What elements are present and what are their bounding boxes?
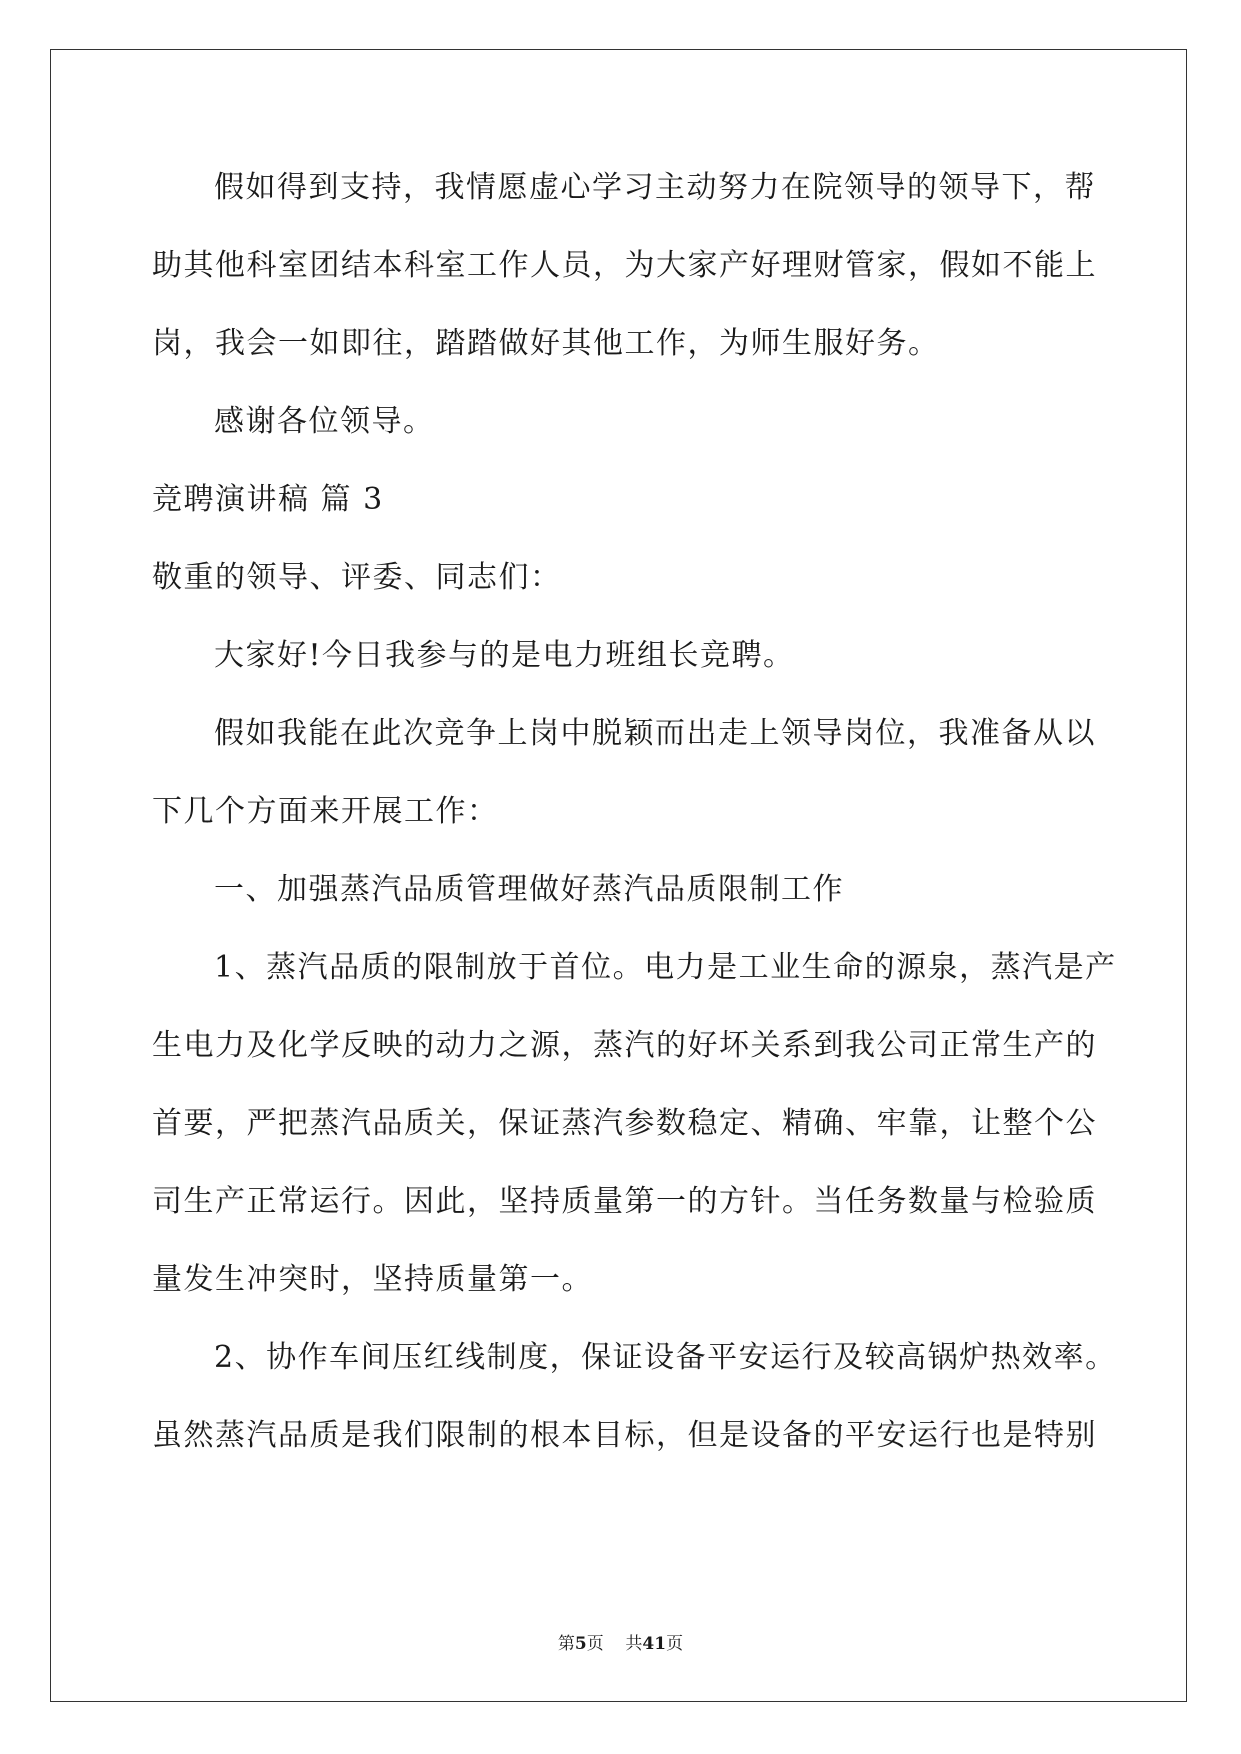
paragraph-line: 大家好!今日我参与的是电力班组长竞聘。 — [214, 638, 795, 673]
paragraph-line: 2、协作车间压红线制度，保证设备平安运行及较高锅炉热效率。 — [214, 1340, 1117, 1375]
page-footer — [0, 1632, 1241, 1656]
paragraph-line: 岗，我会一如即往，踏踏做好其他工作，为师生服好务。 — [152, 326, 940, 361]
paragraph-line: 量发生冲突时，坚持质量第一。 — [152, 1262, 593, 1297]
paragraph-line: 虽然蒸汽品质是我们限制的根本目标，但是设备的平安运行也是特别 — [152, 1418, 1097, 1453]
salutation: 敬重的领导、评委、同志们： — [152, 560, 562, 595]
footer-suffix: 页 — [666, 1634, 684, 1654]
paragraph-line: 生电力及化学反映的动力之源，蒸汽的好坏关系到我公司正常生产的 — [152, 1028, 1097, 1063]
footer-prefix: 第 — [557, 1634, 575, 1654]
paragraph-line: 司生产正常运行。因此，坚持质量第一的方针。当任务数量与检验质 — [152, 1184, 1097, 1219]
paragraph-line: 假如得到支持，我情愿虚心学习主动努力在院领导的领导下，帮 — [214, 170, 1096, 205]
current-page-number: 5 — [574, 1634, 587, 1654]
subheading: 一、加强蒸汽品质管理做好蒸汽品质限制工作 — [214, 872, 844, 907]
paragraph-line: 助其他科室团结本科室工作人员，为大家产好理财管家，假如不能上 — [152, 248, 1097, 283]
paragraph-line: 下几个方面来开展工作： — [152, 794, 499, 829]
paragraph-line: 首要，严把蒸汽品质关，保证蒸汽参数稳定、精确、牢靠，让整个公 — [152, 1106, 1097, 1141]
section-heading: 竞聘演讲稿 篇 3 — [152, 482, 384, 517]
paragraph-line: 假如我能在此次竞争上岗中脱颖而出走上领导岗位，我准备从以 — [214, 716, 1096, 751]
footer-mid: 页 共 — [586, 1634, 643, 1654]
paragraph-line: 1、蒸汽品质的限制放于首位。电力是工业生命的源泉，蒸汽是产 — [214, 950, 1117, 985]
paragraph-line: 感谢各位领导。 — [214, 404, 435, 439]
total-pages-number: 41 — [642, 1634, 667, 1654]
